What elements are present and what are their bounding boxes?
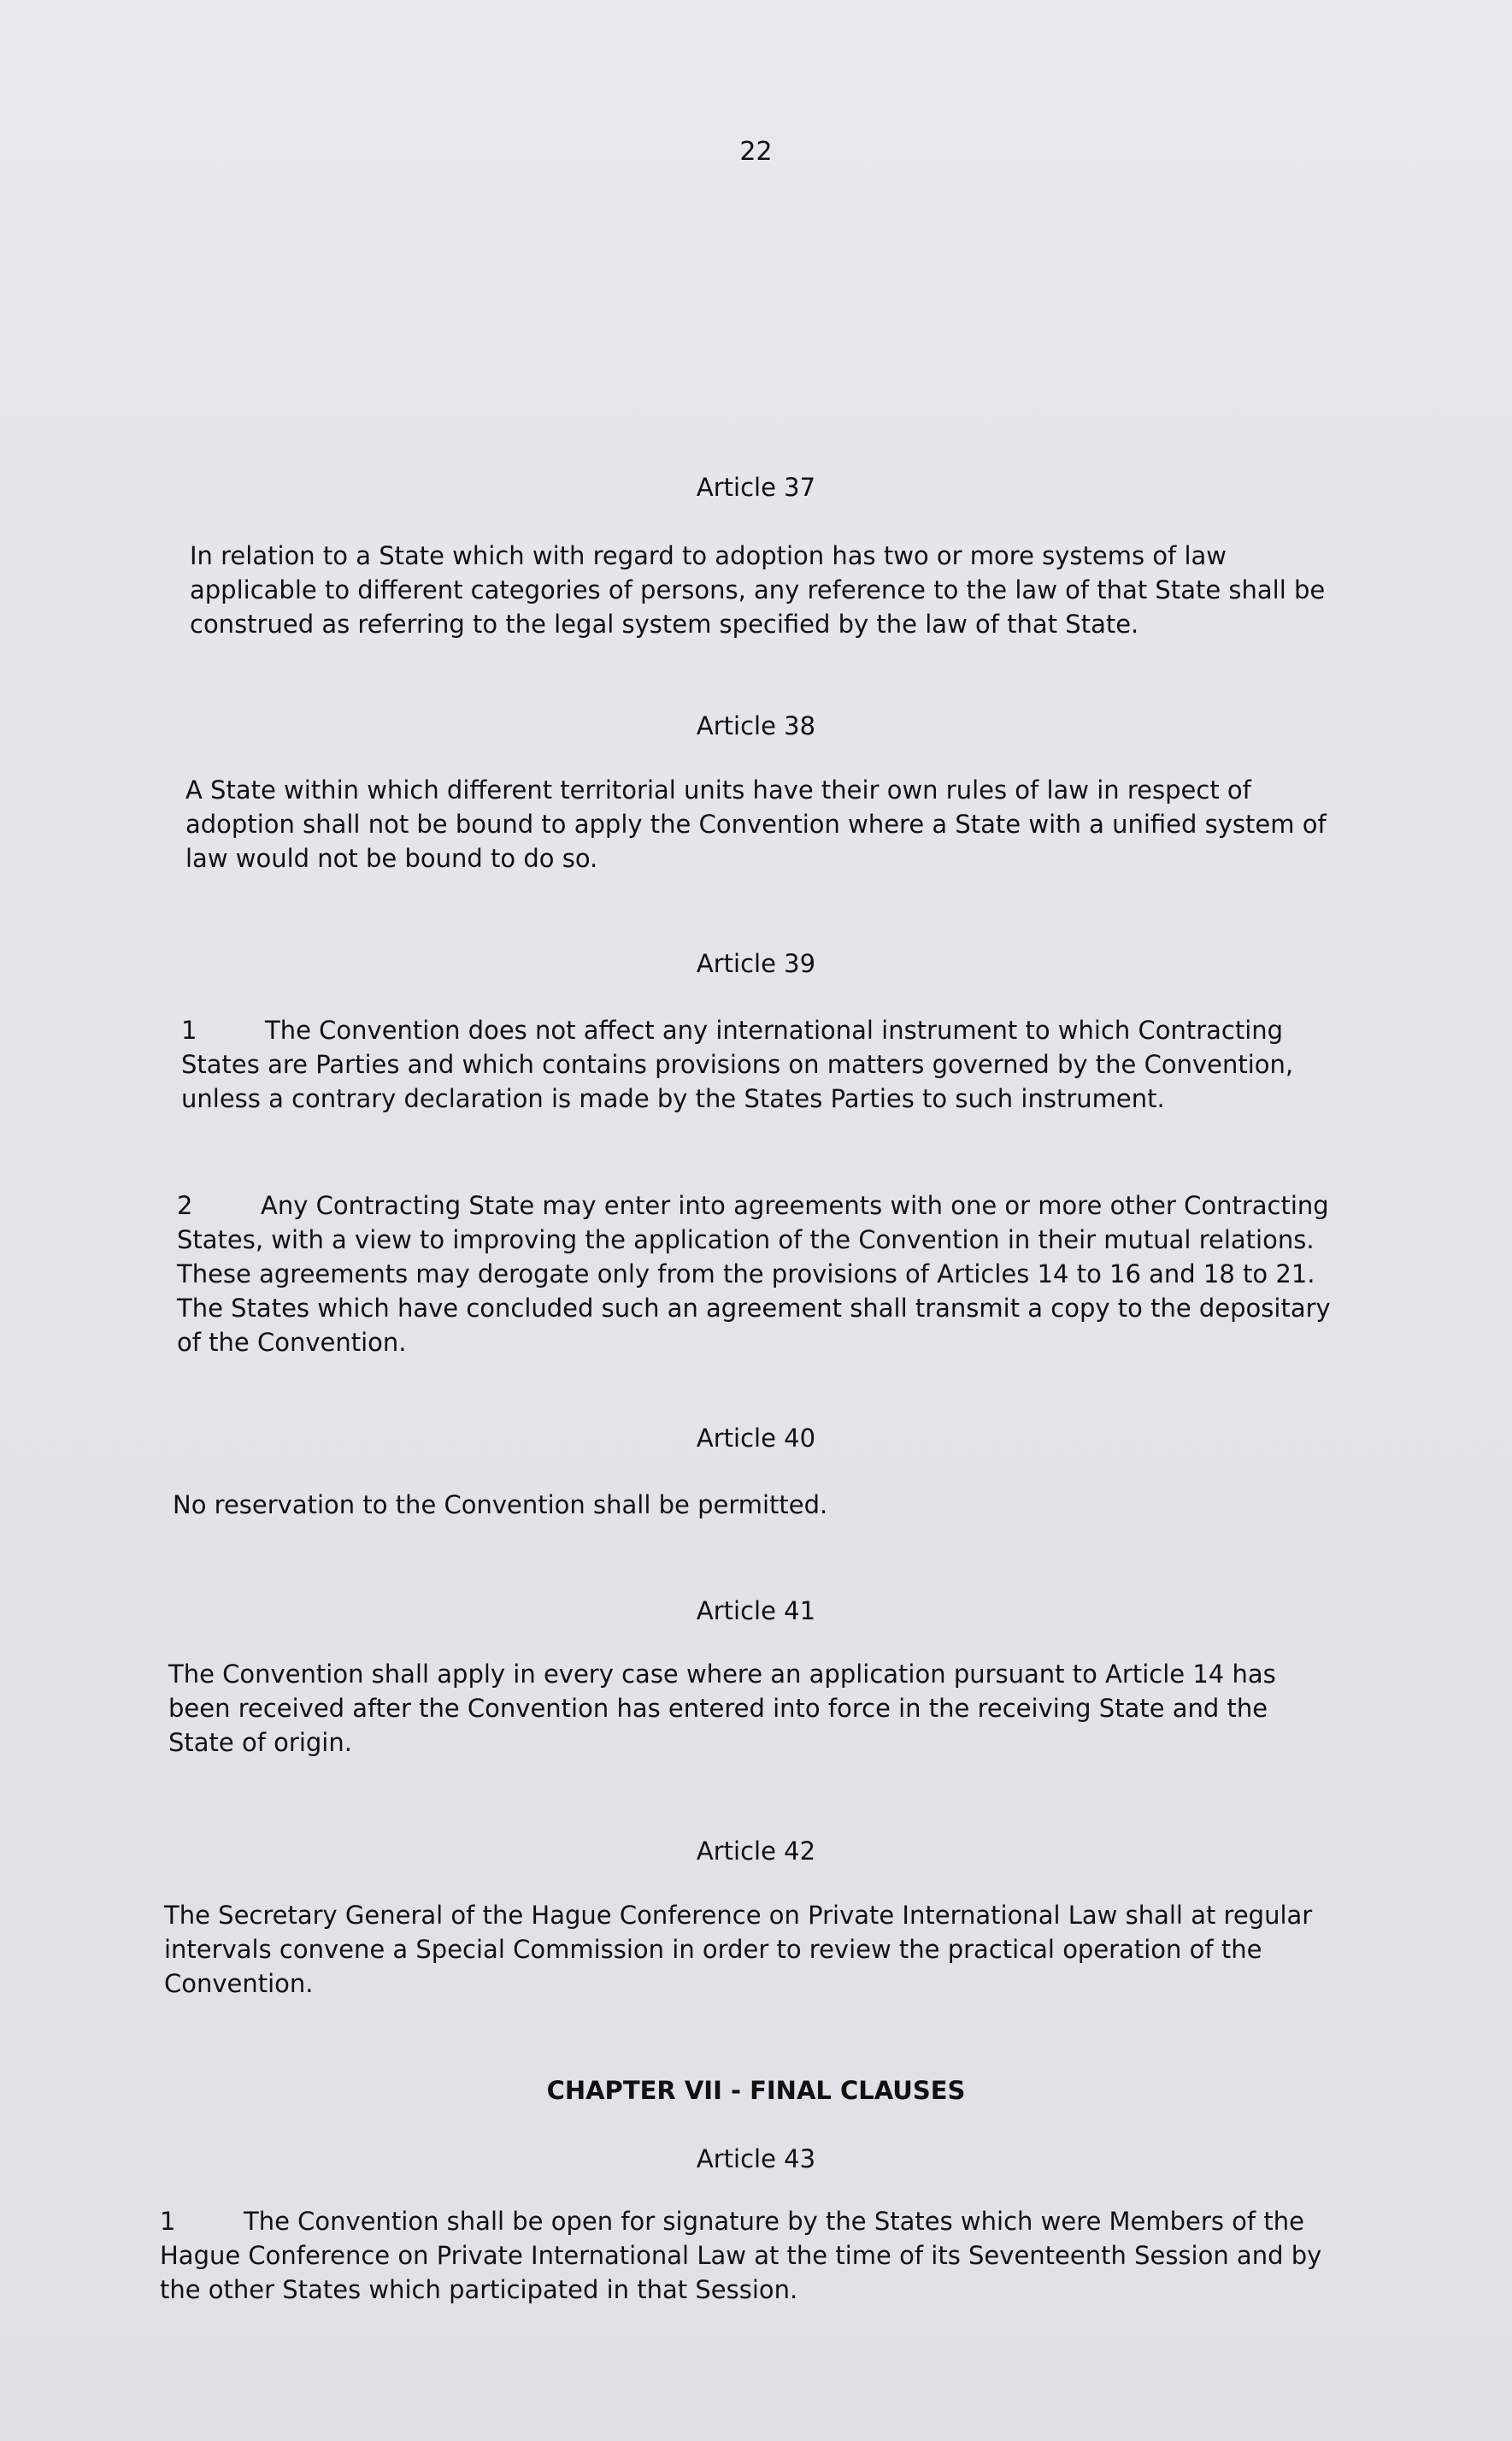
article-38-text: A State within which different territorial units have their own rules of law in respect of adoption shall not be bound to apply the Convention where a State with a unified system of law would not be bound to do so.	[185, 775, 1334, 873]
paragraph-number: 2	[177, 1191, 193, 1220]
article-39-heading: Article 39	[696, 949, 816, 978]
chapter-heading: CHAPTER VII - FINAL CLAUSES	[546, 2076, 966, 2105]
article-40-heading: Article 40	[696, 1424, 816, 1453]
article-43-heading: Article 43	[696, 2144, 816, 2173]
paragraph-text: The Convention shall be open for signature by the States which were Members of the Hague Conference on Private International Law at the time of its Seventeenth Session and by the other States which participated in that Session.	[160, 2207, 1330, 2304]
paragraph-number: 1	[181, 1016, 197, 1045]
article-42-heading: Article 42	[696, 1837, 816, 1866]
article-40-text: No reservation to the Convention shall be permitted.	[173, 1490, 828, 1519]
article-41-heading: Article 41	[696, 1596, 816, 1625]
article-37-text: In relation to a State which with regard to adoption has two or more systems of law applicable to different categories of persons, any reference to the law of that State shall be construed as referring to the legal system specified by the law of that State.	[190, 541, 1333, 639]
paragraph-text: The Convention does not affect any international instrument to which Contracting States are Parties and which contains provisions on matters governed by the Convention, unless a contrary declaration is made by the States Parties to such instrument.	[181, 1016, 1302, 1113]
article-39-paragraph-2	[177, 1188, 1356, 1359]
article-41-text: The Convention shall apply in every case where an application pursuant to Article 14 has been received after the Convention has entered into force in the receiving State and the State of origin.	[168, 1660, 1284, 1757]
paragraph-number: 1	[160, 2207, 176, 2236]
article-42-text: The Secretary General of the Hague Conference on Private International Law shall at regular intervals convene a Special Commission in order to review the practical operation of the Convention.	[164, 1901, 1321, 1998]
article-37-heading: Article 37	[696, 473, 816, 502]
article-43-paragraph-1	[160, 2204, 1339, 2307]
article-39-paragraph-1	[181, 1013, 1352, 1116]
paragraph-text: Any Contracting State may enter into agreements with one or more other Contracting States, with a view to improving the application of the Convention in their mutual relations. These agreements may derogate only from the provisions of Articles 14 to 16 and 18 to 21. The States which have concluded such an agreement shall transmit a copy to the depositary of the Convention.	[177, 1191, 1338, 1357]
page-number: 22	[739, 137, 773, 167]
article-38-heading: Article 38	[696, 711, 816, 740]
